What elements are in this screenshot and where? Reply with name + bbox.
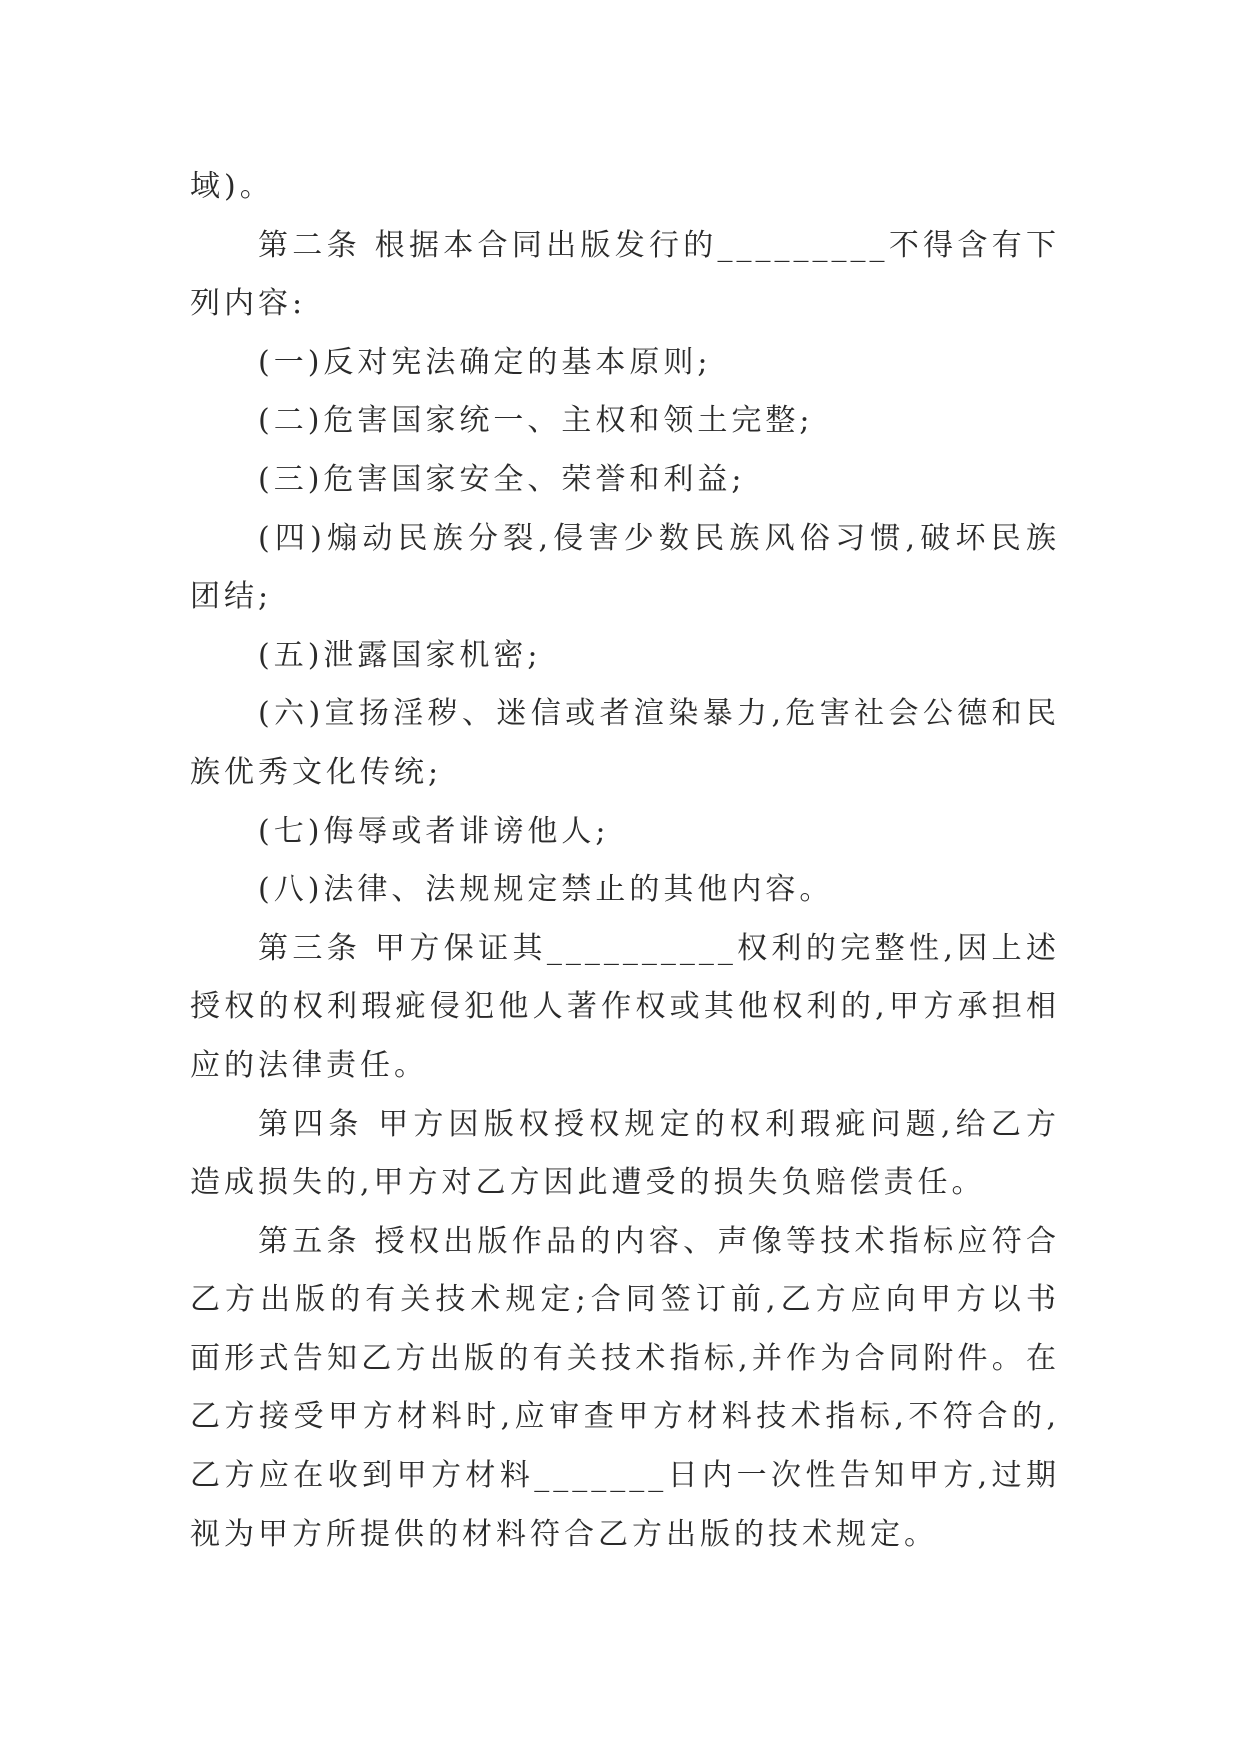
article-4-paragraph: 第四条 甲方因版权授权规定的权利瑕疵问题,给乙方造成损失的,甲方对乙方因此遭受的损失负赔偿责任。	[190, 1106, 1060, 1201]
list-item-7: (七)侮辱或者诽谤他人;	[258, 813, 610, 849]
article-3-paragraph: 第三条 甲方保证其__________权利的完整性,因上述授权的权利瑕疵侵犯他人著作权或其他权利的,甲方承担相应的法律责任。	[190, 930, 1060, 1083]
list-item-5: (五)泄露国家机密;	[258, 637, 542, 673]
article-5-paragraph: 第五条 授权出版作品的内容、声像等技术指标应符合乙方出版的有关技术规定;合同签订前,乙方应向甲方以书面形式告知乙方出版的有关技术指标,并作为合同附件。在乙方接受甲方材料时,应审查甲方材料技术指标,不符合的,乙方应在收到甲方材料_______日内一次性告知甲方,过期视为甲方所提供的材料符合乙方出版的技术规定。	[190, 1223, 1060, 1552]
list-item-1: (一)反对宪法确定的基本原则;	[258, 344, 712, 380]
list-item-3: (三)危害国家安全、荣誉和利益;	[258, 461, 746, 497]
list-item-2: (二)危害国家统一、主权和领土完整;	[258, 403, 814, 439]
list-item-8: (八)法律、法规规定禁止的其他内容。	[258, 872, 834, 908]
document-body	[190, 158, 1060, 1564]
paragraph-continuation: 域)。	[190, 169, 274, 204]
list-item-4: (四)煽动民族分裂,侵害少数民族风俗习惯,破坏民族团结;	[190, 520, 1060, 615]
article-2-paragraph: 第二条 根据本合同出版发行的_________不得含有下列内容:	[190, 227, 1060, 322]
list-item-6: (六)宣扬淫秽、迷信或者渲染暴力,危害社会公德和民族优秀文化传统;	[190, 696, 1060, 790]
